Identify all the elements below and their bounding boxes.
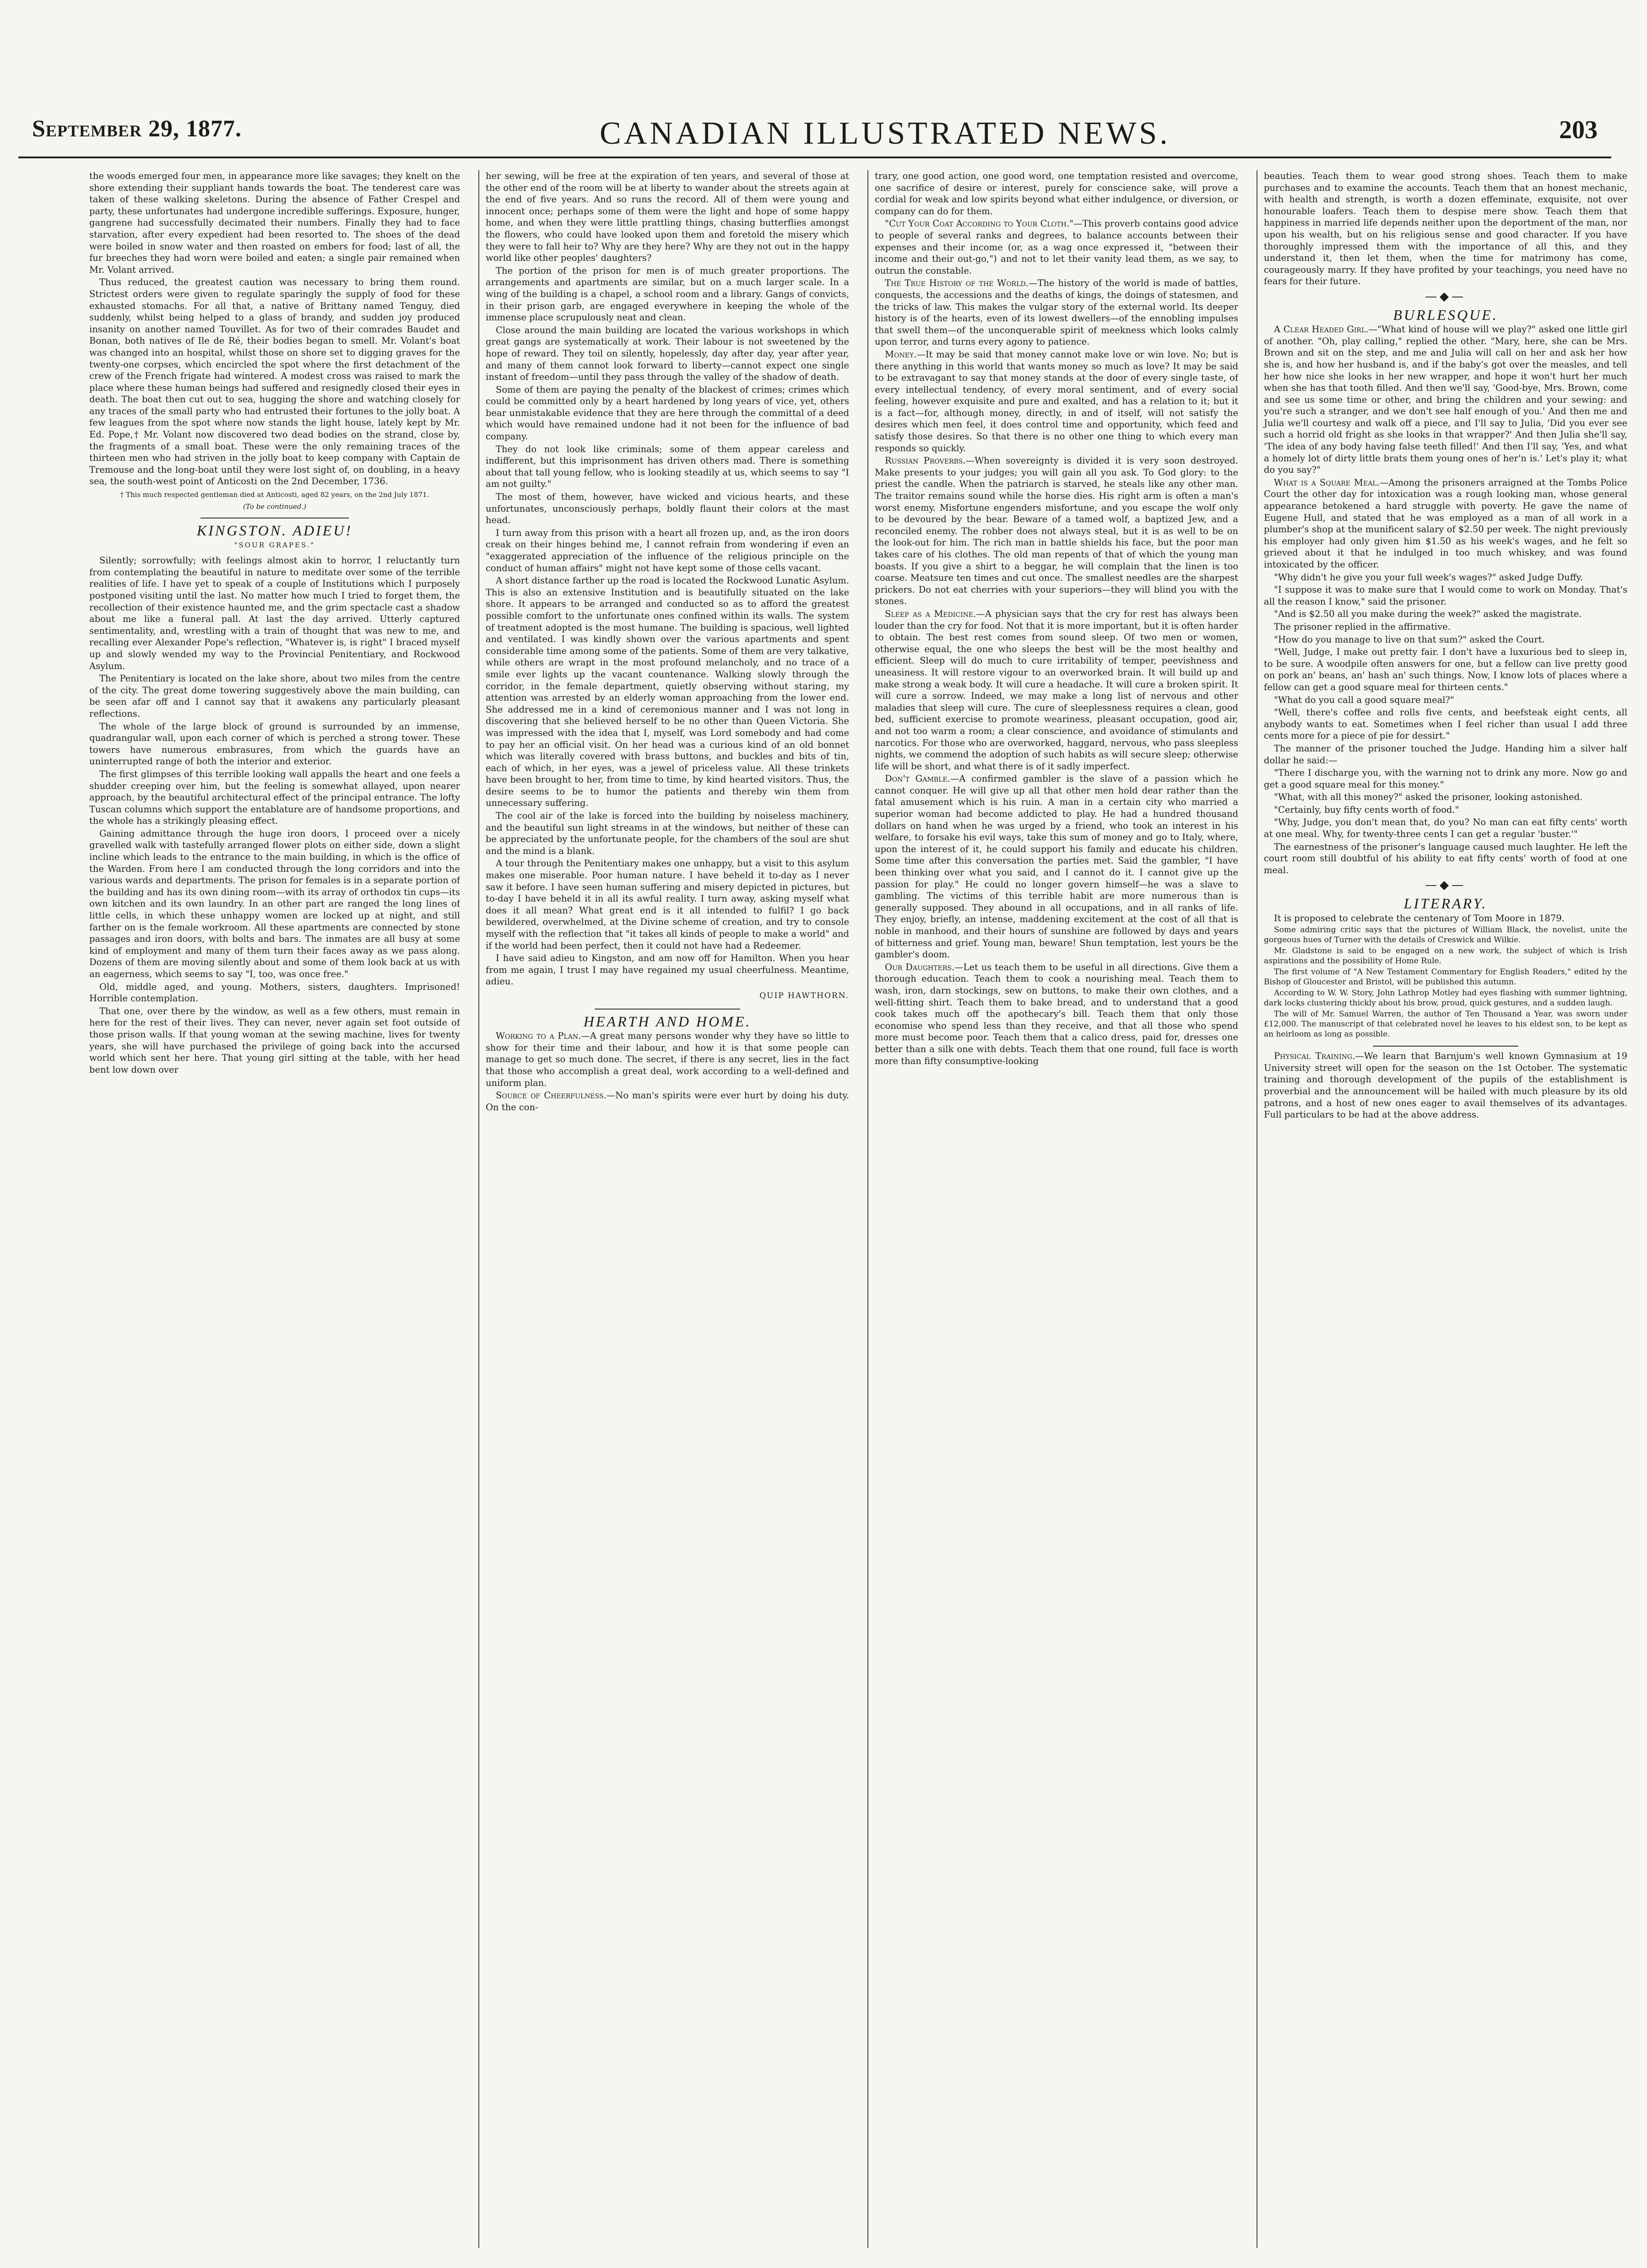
paragraph: According to W. W. Story, John Lathrop Motley had eyes flashing with summer lightning, dark locks clustering thickly about his brow, proud, quick gestures, and a sudden laugh. bbox=[1264, 988, 1627, 1008]
paragraph: "Certainly, buy fifty cents worth of food." bbox=[1274, 804, 1459, 815]
item-text: —We learn that Barnjum's well known Gymnasium at 19 University street will open for the season on the 1st October. The systematic training and thorough development of the pupils of the establishment is proverbial and the announcement will be hailed with much pleasure by its old patrons, and a host of new ones eager to avail themselves of its advantages. Full particulars to be had at the above address. bbox=[1264, 1051, 1627, 1120]
paragraph: beauties. Teach them to wear good strong shoes. Teach them to make purchases and to examine the accounts. Teach them that an honest mechanic, with health and strength, is worth a dozen effeminate, exquisite, not over honourable loafers. Teach them to despise mere show. Teach them that happiness in married life depends neither upon the deportment of the man, nor upon his wealth, but on his religious sense and good character. If you have thoroughly impressed them with the importance of all this, and they understand it, then let them, when the time for matrimony has come, courageously marry. If they have profited by your teachings, you need have no fears for their future. bbox=[1264, 171, 1627, 287]
paragraph: Some of them are paying the penalty of the blackest of crimes; crimes which could be committed only by a heart hardened by long years of vice, yet, others bear unmistakable evidence that they are here through the committal of a deed which would have remained undone had it not been for the influence of bad company. bbox=[486, 384, 849, 442]
paragraph: "Why, Judge, you don't mean that, do you? No man can eat fifty cents' worth at one meal. Why, for twenty-three cents I can get a regular 'buster.'" bbox=[1264, 817, 1627, 840]
item-text: —A confirmed gambler is the slave of a passion which he cannot conquer. He will give up all that other men hold dear rather than the fatal amusement which is his ruin. A man in a certain city who married a superior woman had become addicted to play. He had a hundred thousand dollars on hand when he was urged by a friend, who took an interest in his welfare, to forsake his evil ways, take this sum of money and go to Italy, where, upon the interest of it, he could support his family and educate his children. Some time after this conversation the parties met. Said the gambler, "I have been thinking over what you said, and I cannot do it. I cannot give up the passion for play." He could no longer govern himself—he was a slave to gambling. The victims of this terrible habit are more numerous than is generally supposed. They abound in all occupations, and in all ranks of life. They enjoy, briefly, an intense, maddening excitement at the cost of all that is noble in manhood, and their hours of sunshine are followed by days and years of bitterness and grief. Young man, beware! Shun temptation, lest yours be the gambler's doom. bbox=[875, 773, 1238, 960]
paragraph: Silently; sorrowfully; with feelings almost akin to horror, I reluctantly turn from contemplating the beautiful in nature to meditate over some of the terrible realities of life. I have yet to speak of a couple of Institutions which I purposely postponed visiting until the last. No matter how much I tried to forget them, the recollection of their existence haunted me, and the grim spectacle cast a shadow about me like a funeral pall. At last the day arrived. Utterly captured sentimentality, and, wrestling with a train of thought that was new to me, and recalling ever Alexander Pope's reflection, "Whatever is, is right" I braced myself up and slowly wended my way to the Provincial Penitentiary, and Rockwood Asylum. bbox=[89, 555, 460, 671]
item-text: —No man's spirits were ever hurt by doing his duty. On the con- bbox=[486, 1090, 849, 1112]
paragraph: The cool air of the lake is forced into the building by noiseless machinery, and the beautiful sun light streams in at the windows, but neither of these can be appreciated by the unfortunate people, for the chambers of the soul are shut and the mind is a blank. bbox=[486, 810, 849, 856]
paragraph: Thus reduced, the greatest caution was necessary to bring them round. Strictest orders were given to regulate sparingly the supply of food for these exhausted stomachs. For all that, a native of Brittany named Tenguy, died suddenly, whilst being helped to a glass of brandy, and sudden joy produced insanity on another named Touvillet. As for two of their comrades Baudet and Bonan, both natives of Ile de Ré, their bodies began to smell. Mr. Volant's boat was changed into an hospital, whilst those on shore set to digging graves for the twenty-one corpses, which encircled the spot where the first detachment of the crew of the French frigate had wintered. A modest cross was raised to mark the place where these human beings had suffered and resignedly closed their eyes in death. The boat then cut out to sea, hugging the shore and watching closely for any traces of the small party who had entrusted their fortunes to the jolly boat. A few leagues from the spot where now stands the light house, lately kept by Mr. Ed. Pope,† Mr. Volant now discovered two dead bodies on the strand, close by, the fragments of a small boat. These were the only remaining traces of the thirteen men who had striven in the jolly boat to keep company with Captain de Tremouse and the long-boat until they were lost sight of, on doubling, in a heavy sea, the south-west point of Anticosti on the 2nd December, 1736. bbox=[89, 277, 460, 487]
column-3 bbox=[867, 170, 1238, 2248]
item-text: —A physician says that the cry for rest has always been louder than the cry for food. Not that it is more important, but it is often harder to obtain. The best rest comes from sound sleep. Of two men or women, otherwise equal, the one who sleeps the best will be the most healthy and efficient. Sleep will do much to cure irritability of temper, peevishness and uneasiness. It will restore vigour to an overworked brain. It will build up and make strong a weak body. It will cure a headache. It will cure a broken spirit. It will cure a sorrow. Indeed, we may make a long list of nervous and other maladies that sleep will cure. The cure of sleeplessness requires a clean, good bed, sufficient exercise to promote weariness, pleasant occupation, good air, and not too warm a room; a clear conscience, and avoidance of stimulants and narcotics. For those who are overworked, haggard, nervous, who pass sleepless nights, we commend the adoption of such habits as will secure sleep; otherwise life will be short, and what there is of it sadly imperfect. bbox=[875, 608, 1238, 772]
item-heading: A Clear Headed Girl. bbox=[1274, 324, 1369, 335]
paragraph: "Well, Judge, I make out pretty fair. I don't have a luxurious bed to sleep in, to be sure. A woodpile often answers for one, but a fellow can live pretty good on pork an' beans, an' hash an' such things. Now, I know lots of places where a fellow can get a good square meal for thirteen cents." bbox=[1264, 647, 1627, 692]
footnote: † This much respected gentleman died at Anticosti, aged 82 years, on the 2nd July 1871. bbox=[120, 491, 429, 499]
item-heading: Our Daughters. bbox=[885, 961, 955, 972]
column-4 bbox=[1257, 170, 1627, 2248]
paragraph: The prisoner replied in the affirmative. bbox=[1274, 621, 1451, 632]
paragraph: the woods emerged four men, in appearance more like savages; they knelt on the shore extending their suppliant hands towards the boat. The tenderest care was taken of these walking skeletons. During the absence of Father Crespel and party, these unfortunates had undergone incredible sufferings. Exposure, hunger, gangrene had successfully decimated their numbers. Finally they had to face starvation, after every expedient had been resorted to. The shoes of the dead were boiled in snow water and then roasted on embers for food; last of all, the fur breeches they had worn were boiled and eaten; a single pair remained when Mr. Volant arrived. bbox=[89, 171, 460, 275]
paragraph: I have said adieu to Kingston, and am now off for Hamilton. When you hear from me again, I trust I may have regained my usual cheerfulness. Meantime, adieu. bbox=[486, 953, 849, 987]
item-text: —This proverb contains good advice to people of several ranks and degrees, to balance accounts between their expenses and their income (or, as a wag once expressed it, "between their income and their out-go,") and not to let their vanity lead them, as we say, to outrun the constable. bbox=[875, 218, 1238, 276]
item-heading: Russian Proverbs. bbox=[885, 455, 966, 466]
paragraph: "And is $2.50 all you make during the week?" asked the magistrate. bbox=[1274, 609, 1582, 620]
item-heading: Money. bbox=[885, 349, 917, 360]
paragraph: Mr. Gladstone is said to be engaged on a new work, the subject of which is Irish aspirations and the possibility of Home Rule. bbox=[1264, 946, 1627, 966]
kingston-heading: KINGSTON. ADIEU! bbox=[196, 522, 353, 539]
paragraph: "Well, there's coffee and rolls five cents, and beefsteak eight cents, all anybody wants to eat. Sometimes when I feel richer than usual I add three cents more for a piece of pie for dessirt." bbox=[1264, 707, 1627, 741]
paragraph: "How do you manage to live on that sum?" asked the Court. bbox=[1274, 634, 1545, 645]
paragraph: The most of them, however, have wicked and vicious hearts, and these unfortunates, unconsciously perhaps, boldly flaunt their colors at the mast head. bbox=[486, 491, 849, 526]
item-text: —A great many persons wonder why they have so little to show for their time and their labour, and how it is that some people can manage to get so much done. The secret, if there is any secret, lies in the fact that those who accomplish a great deal, work according to a well-defined and uniform plan. bbox=[486, 1031, 849, 1088]
paragraph: The manner of the prisoner touched the Judge. Handing him a silver half dollar he said:— bbox=[1264, 743, 1627, 766]
paragraph: "There I discharge you, with the warning not to drink any more. Now go and get a good square meal for this money." bbox=[1264, 767, 1627, 790]
paragraph: The whole of the large block of ground is surrounded by an immense, quadrangular wall, upon each corner of which is perched a strong tower. These towers have numerous embrasures, from which the guards have an uninterrupted range of both the interior and exterior. bbox=[89, 721, 460, 767]
paragraph: The first volume of "A New Testament Commentary for English Readers," edited by the Bishop of Gloucester and Bristol, will be published this autumn. bbox=[1264, 967, 1627, 987]
kingston-subheading: "SOUR GRAPES." bbox=[234, 540, 315, 549]
paragraph: Gaining admittance through the huge iron doors, I proceed over a nicely gravelled walk with tastefully arranged flower plots on either side, down a slight incline which leads to the entrance to the main building, in which is the office of the Warden. From here I am conducted through the long corridors and into the various wards and departments. The prison for females is in a separate portion of the building and has its own dining room—with its array of orthodox tin cups—its own kitchen and its own laundry. In an other part are ranged the long lines of little cells, in which these unhappy women are locked up at night, and still farther on is the female workroom. All these apartments are connected by stone passages and iron doors, with bolts and bars. The inmates are all busy at some kind of employment and many of them turn their faces away as we pass along. Dozens of them are moving silently about and some of them look back at us with an eagerness, which seems to say "I, too, was once free." bbox=[89, 828, 460, 979]
page-number: 203 bbox=[1559, 116, 1598, 144]
ornament-divider: —◆— bbox=[1425, 878, 1466, 892]
literary-heading: LITERARY. bbox=[1403, 895, 1488, 912]
paragraph: Some admiring critic says that the pictures of William Black, the novelist, unite the gorgeous hues of Turner with the details of Creswick and Wilkie. bbox=[1264, 925, 1627, 945]
paragraph: That one, over there by the window, as well as a few others, must remain in here for the rest of their lives. They can never, never again set foot outside of those prison walls. If that young woman at the sewing machine, lives for twenty years, she will have purchased the privilege of going back into the accursed world which sent her here. That young girl sitting at the table, with her head bent low down over bbox=[89, 1005, 460, 1075]
item-text: —"What kind of house will we play?" asked one little girl of another. "Oh, play calling," replied the other. "Mary, here, she can be Mrs. Brown and sit on the step, and me and Julia will call on her and ask her how she is, and how her husband is, and if the baby's got over the measles, and tell her how nice she looks in her new wrapper, and hope it won't hurt her much when she has that tooth filled. And then we'll say, 'Good-bye, Mrs. Brown, come and see us some time or other, and bring the children and your sewing: and you're such a stranger, and we don't see half enough of you.' And then me and Julia we'll courtesy and walk off a piece, and I'll say to Julia, 'Did you ever see such a horrid old fright as she looks in that wrapper?' And then Julia she'll say, 'The idea of any body having false teeth filled!' And then I'll say, 'Yes, and what a homely lot of dirty little brats them young ones of her'n is.' Let's play it; what do you say?" bbox=[1264, 324, 1627, 475]
paragraph: her sewing, will be free at the expiration of ten years, and several of those at the other end of the room will be at liberty to wander about the streets again at the end of five years. And so runs the record. All of them were young and innocent once; perhaps some of them were the light and hope of some happy home, and when they were little prattling things, chasing butterflies amongst the flowers, who could have looked upon them and foretold the misery which they were to fall heir to? Why are they here? Why are they not out in the happy world like other peoples' daughters? bbox=[486, 171, 849, 264]
item-heading: "Cut Your Coat According to Your Cloth." bbox=[885, 218, 1073, 229]
item-heading: What is a Square Meal. bbox=[1274, 477, 1380, 488]
paragraph: Old, middle aged, and young. Mothers, sisters, daughters. Imprisoned! Horrible contemplation. bbox=[89, 981, 460, 1004]
item-heading: Source of Cheerfulness. bbox=[496, 1090, 607, 1101]
paragraph: "What, with all this money?" asked the prisoner, looking astonished. bbox=[1274, 792, 1583, 803]
paragraph: The first glimpses of this terrible looking wall appalls the heart and one feels a shudder creeping over him, but the feeling is somewhat allayed, upon nearer approach, by the beautiful architectural effect of the principal entrance. The lofty Tuscan columns which support the entablature are of handsome proportions, and the whole has a strikingly pleasing effect. bbox=[89, 768, 460, 826]
paragraph: It is proposed to celebrate the centenary of Tom Moore in 1879. bbox=[1274, 913, 1565, 923]
item-text: —Among the prisoners arraigned at the Tombs Police Court the other day for intoxication was a rough looking man, whose general appearance betokened a hard struggle with poverty. He gave the name of Eugene Hull, and stated that he was employed as a man of all work in a plumber's shop at the munificent salary of $2.50 per week. The night previously his employer had only given him $1.50 as his week's wages, and he felt so grieved about it that he indulged in too much whiskey, and was found intoxicated by the officer. bbox=[1264, 477, 1627, 570]
article-columns bbox=[89, 170, 1636, 2248]
item-text: —The history of the world is made of battles, conquests, the accessions and the deaths of kings, the doings of statesmen, and the tricks of law. This makes the vulgar story of the external world. Its deeper history is of the hearts, even of its lowest dwellers—of the ennobling impulses that swell them—of the unconquerable spirit of meekness which looks calmly upon terror, and turns every agony to patience. bbox=[875, 278, 1238, 347]
ornament-divider: —◆— bbox=[1425, 289, 1466, 303]
paragraph: I turn away from this prison with a heart all frozen up, and, as the iron doors creak on their hinges behind me, I cannot refrain from wondering if even an "exaggerated appreciation of the influence of the religious principle on the conduct of human affairs" might not have kept some of those cells vacant. bbox=[486, 527, 849, 573]
item-text: —Let us teach them to be useful in all directions. Give them a thorough education. Teach them to cook a nourishing meal. Teach them to wash, iron, darn stockings, sew on buttons, to make their own clothes, and a well-fitting shirt. Teach them to bake bread, and to understand that a good cook takes much off the apothecary's bill. Teach them that only those economise who spend less than they receive, and that all those who spend more must become poor. Teach them that a calico dress, paid for, dresses one better than a silk one with debts. Teach them that one round, full face is worth more than fifty consumptive-looking bbox=[875, 961, 1238, 1066]
item-heading: Don't Gamble. bbox=[885, 773, 950, 784]
item-heading: Working to a Plan. bbox=[496, 1031, 581, 1042]
item-heading: Sleep as a Medicine. bbox=[885, 608, 976, 619]
issue-date: September 29, 1877. bbox=[32, 116, 242, 142]
paragraph: Close around the main building are located the various workshops in which great gangs are systematically at work. Their labour is not sweetened by the hope of reward. They toil on silently, hopelessly, day after day, year after year, and many of them cannot look forward to liberty—cannot expect one single instant of freedom—until they pass through the valley of the shadow of death. bbox=[486, 324, 849, 383]
paragraph: They do not look like criminals; some of them appear careless and indifferent, but this imprisonment has driven others mad. There is something about that tall young fellow, who is looking steadily at us, which seems to say "I am not guilty." bbox=[486, 443, 849, 490]
item-text: —It may be said that money cannot make love or win love. No; but is there anything in this world that wants money so much as love? It may be said to be extravagant to say that money stands at the door of every single taste, of every intellectual tendency, of every moral sentiment, and of every social feeling, however exquisite and pure and exalted, and has a relation to it; but it is a fact—for, although money, directly, in and of itself, will not satisfy the desires which men feel, it does control time and opportunity, which feed and satisfy those desires. So that there is no other one thing to which every man responds so quickly. bbox=[875, 349, 1238, 454]
item-heading: The True History of the World. bbox=[885, 278, 1029, 289]
paragraph: trary, one good action, one good word, one temptation resisted and overcome, one sacrifice of desire or interest, purely for conscience sake, will prove a cordial for weak and low spirits beyond what either indulgence, or diversion, or company can do for them. bbox=[875, 171, 1238, 216]
section-divider bbox=[1373, 1046, 1518, 1047]
author-signature: QUIP HAWTHORN. bbox=[759, 991, 849, 1000]
burlesque-heading: BURLESQUE. bbox=[1393, 306, 1498, 323]
paragraph: A short distance farther up the road is located the Rockwood Lunatic Asylum. This is also an extensive Institution and is beautifully situated on the lake shore. It appears to be arranged and conducted so as to afford the greatest possible comfort to the unfortunate ones confined within its walls. The system of treatment adopted is the most humane. The building is spacious, well lighted and ventilated. I was kindly shown over the various apartments and spent considerable time among some of the patients. Some of them are very talkative, while others are wrapt in the most profound melancholy, and no trace of a smile ever lights up the vacant countenance. Walking slowly through the corridor, in the female department, quietly observing without staring, my attention was arrested by an elderly woman approaching from the lower end. She addressed me in a kind of ceremonious manner and I was not long in discovering that she believed herself to be no other than Queen Victoria. She was impressed with the idea that I, myself, was Lord somebody and had come to pay her an official visit. On her head was a curious kind of an old bonnet which was literally covered with brass buttons, and buckles and bits of tin, each of which, in her eyes, was a jewel of priceless value. All these trinkets have been brought to her, from time to time, by kind hearted visitors. Thus, the desire seems to be to humor the patients and thereby win them from unnecessary suffering. bbox=[486, 575, 849, 809]
column-2 bbox=[478, 170, 849, 2248]
paragraph: "Why didn't he give you your full week's wages?" asked Judge Duffy. bbox=[1274, 572, 1583, 583]
continued-note: (To be continued.) bbox=[243, 502, 307, 511]
section-divider bbox=[595, 1009, 740, 1010]
paragraph: The portion of the prison for men is of much greater proportions. The arrangements and apartments are similar, but on a much larger scale. In a wing of the building is a chapel, a school room and a library. Gangs of convicts, in their prison garb, are engaged everywhere in keeping the whole of the immense place scrupulously neat and clean. bbox=[486, 265, 849, 323]
item-text: —When sovereignty is divided it is very soon destroyed. Make presents to your judges; you will gain all you ask. To God glory: to the priest the candle. When the patriarch is starved, he steals like any other man. The traitor remains sound while the horse dies. His right arm is often a man's worst enemy. Misfortune engenders misfortune, and you escape the wolf only to be devoured by the bear. Beware of a tamed wolf, a baptized Jew, and a reconciled enemy. The robber does not always steal, but it is as well to be on the look-out for him. The rich man in battle shields his face, but the poor man takes care of his clothes. The old man repents of that of which the young man boasts. If you give a shirt to a beggar, he will complain that the linen is too coarse. Meatsure ten times and cut once. The smallest needles are the sharpest prickers. Do not eat cherries with your superiors—they will blind you with the stones. bbox=[875, 455, 1238, 607]
item-heading: Physical Training. bbox=[1274, 1051, 1355, 1062]
paragraph: The Penitentiary is located on the lake shore, about two miles from the centre of the city. The great dome towering suggestively above the main building, can be seen afar off and I cannot say that it awakens any particularly pleasant reflections. bbox=[89, 673, 460, 719]
paragraph: The earnestness of the prisoner's language caused much laughter. He left the court room still doubtful of his ability to eat fifty cents' worth of food at one meal. bbox=[1264, 841, 1627, 875]
masthead bbox=[18, 106, 1611, 158]
paragraph: "What do you call a good square meal?" bbox=[1274, 694, 1454, 705]
hearth-and-home-heading: HEARTH AND HOME. bbox=[583, 1013, 752, 1030]
column-1 bbox=[89, 170, 460, 2248]
paragraph: A tour through the Penitentiary makes one unhappy, but a visit to this asylum makes one miserable. Poor human nature. I have beheld it to-day as I never saw it before. I have seen human suffering and misery depicted in pictures, but to-day I have beheld it in all its awful reality. I turn away, asking myself what does it all mean? What great end is it all intended to fulfil? I go back bewildered, overwhelmed, at the Divine scheme of creation, and try to console myself with the reflection that "it takes all kinds of people to make a world" and if the world had been perfect, then it could not have had a Redeemer. bbox=[486, 858, 849, 951]
paragraph: The will of Mr. Samuel Warren, the author of Ten Thousand a Year, was sworn under £12,000. The manuscript of that celebrated novel he leaves to his eldest son, to be kept as an heirloom as long as possible. bbox=[1264, 1010, 1627, 1039]
publication-title: CANADIAN ILLUSTRATED NEWS. bbox=[600, 116, 1170, 151]
paragraph: "I suppose it was to make sure that I would come to work on Monday. That's all the reason I know," said the prisoner. bbox=[1264, 584, 1627, 607]
